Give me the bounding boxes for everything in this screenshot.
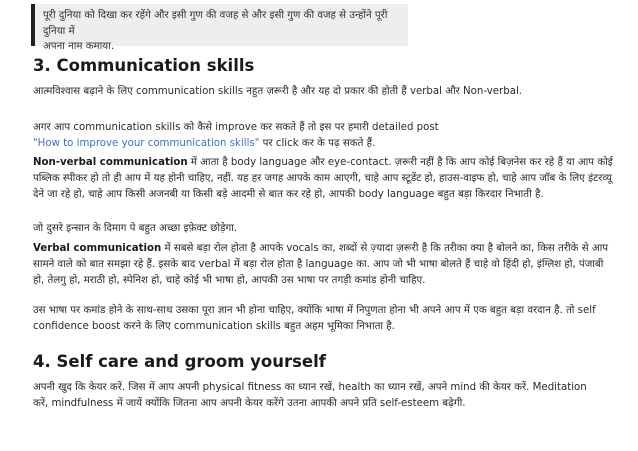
section-3-paragraph-3 [33,155,613,203]
detailed-post-link[interactable]: "How to improve your communication skills" [33,138,260,149]
section-3-paragraph-5 [33,241,613,289]
paragraph-text: में आता है body language और eye-contact. ज़रूरी नहीं है कि आप कोई बिज़नेस कर रहे हैं या आप कोई पब्लिक स्पीकर हो तो ही आप में यह होनी चाहिए, नहीं. यह हर जगह आपके काम आएगी, चाहे आप स्टूडेंट हो, हाउस-वाइफ हो, चाहे आप जॉब के लिए इंटरव्यू देने जा रहे हो, चाहे आप किसी अजनबी या किसी बड़े आदमी से बात कर रहे हो, आपकी body language बहुत बड़ा किरदार निभाती है. [33,157,613,200]
section-4-paragraph-1: अपनी खुद कि केयर करें. जिस में आप अपनी physical fitness का ध्यान रखें, health का ध्यान रखें, अपने mind की केयर करें. Meditation करें, mindfulness में जायें क्योंकि जितना आप अपनी केयर करेंगे उतना आपकी अपने प्रति self-esteem बढ़ेगी. [33,382,587,409]
section-3-heading: 3. Communication skills [33,56,255,75]
section-3-paragraph-4: जो दुसरे इन्सान के दिमाग पे बहुत अच्छा इफ़ेक्ट छोड़ेगा. [33,223,238,234]
paragraph-text: अगर आप communication skills को कैसे improve कर सकते हैं तो इस पर हमारी detailed post [33,122,439,133]
section-3-paragraph-6: उस भाषा पर कमांड होने के साथ-साथ उसका पूरा ज्ञान भी होना चाहिए, क्योंकि भाषा में निपुणता होना भी अपने आप में एक बहुत बड़ा वरदान है. तो self confidence boost करने के लिए communication skills बहुत अहम भूमिका निभाता है. [33,305,596,332]
quote-line-1: पूरी दुनिया को दिखा कर रहेंगे और इसी गुण की वजह से और इसी गुण की वजह से उन्होंने पूरी दुनिया में [43,10,388,37]
quote-line-2: अपना नाम कमाया. [43,41,115,52]
paragraph-text: में सबसे बड़ा रोल होता है आपके vocals का, शब्दों से ज़्यादा ज़रूरी है कि तरीका क्या है बोलने का, किस तरीके से आप सामने वाले को बात समझा रहे हैं. इसके बाद verbal में बड़ा रोल होता है language का. आप जो भी भाषा बोलते हैं चाहे वो हिंदी हो, इंग्लिश हो, पंजाबी हो, तेलगु हो, मराठी हो, स्पेनिश हो, चाहे कोई भी भाषा हो, आपकी उस भाषा पर तगड़ी कमांड होनी चाहिए. [33,243,609,286]
bold-term: Verbal communication [33,243,162,254]
paragraph-text: पर click कर के पढ़ सकते हैं. [259,138,376,149]
blockquote [31,4,408,52]
bold-term: Non-verbal communication [33,157,188,168]
section-4-heading: 4. Self care and groom yourself [33,352,326,371]
section-3-paragraph-1: आत्मविश्वास बढ़ाने के लिए communication skills नहुत ज़रूरी है और यह दो प्रकार की होती हैं verbal और Non-verbal. [33,86,523,97]
section-3-paragraph-2 [33,120,613,152]
